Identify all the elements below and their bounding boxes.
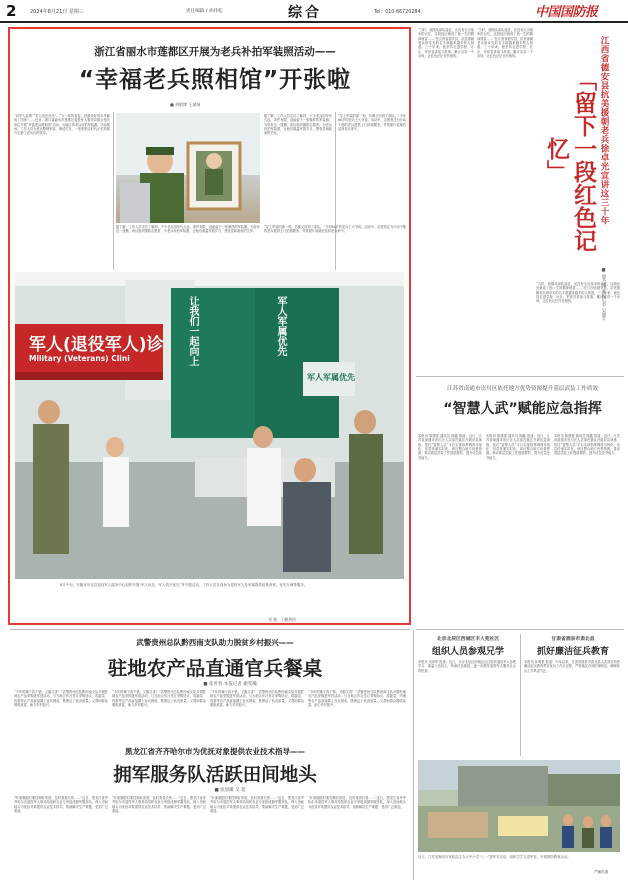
- br-photo-credit: 严鹏供图: [594, 870, 609, 874]
- students-barracks-photo: [418, 760, 620, 852]
- issue-date: 2024年8月21日 星期三: [30, 9, 84, 15]
- side-body-col-1: “当时，他刚从部队退伍，还没有走出战争的记忆，这段经历就成了他一生的精神财富……”在江西省德安县，抗美援朝老兵徐卓光的名字被越来越多的人知道。三十年来，他坚持走进学校、社区、军营宣讲战斗故事，累计宣讲一千余场，让红色记忆代代相传。: [418, 28, 474, 59]
- veterans-clinic-photo: [15, 272, 404, 579]
- barracks-scene-illustration: [418, 760, 620, 852]
- ai-kicker: 江苏省南通市崇川区依托地方优势资源提升基层武装工作质效: [446, 386, 599, 392]
- lead-photo-credit: 刘 骏、丁鹏供图: [268, 617, 296, 622]
- service-byline: ■ 张晨曦 吴 超: [214, 788, 246, 793]
- service-body-col-2: “叶面施肥时要控制好浓度，及时查看长势……”近日，黑龙江省齐齐哈尔市退役军人事务局组织农业专家组成拥军服务队，深入田间地头为优抚对象提供农业技术指导，帮助解决生产难题，受到广泛欢迎。: [112, 796, 206, 814]
- farm-body-col-2: “今年的辣子真不错，又脆又香！”武警贵州总队黔西南支队开展驻地农产品采购进军营活动，与当地合作社签订采购协议，将蔬菜、肉蛋等农产品直接端上官兵餐桌，既保证了伙食质量，又帮助群众增收致富，助力乡村振兴。: [112, 690, 206, 708]
- column-rule: [413, 630, 414, 880]
- column-rule: [113, 112, 114, 270]
- page-number: 2: [6, 2, 17, 20]
- lead-body-col-2: 据了解，工作人员走访了解到，不少老兵因年代久远、条件有限，没能留下一张像样的军装照。为弥补这一遗憾，该区组织摄影志愿者，为老兵补拍军装照，让他们重温军旅岁月，感受党和政府的关怀。: [264, 114, 332, 136]
- service-headline: 拥军服务队活跃田间地头: [113, 765, 317, 786]
- section-rule: [416, 629, 624, 630]
- service-body-col-3: “叶面施肥时要控制好浓度，及时查看长势……”近日，黑龙江省齐齐哈尔市退役军人事务局组织农业专家组成拥军服务队，深入田间地头为优抚对象提供农业技术指导，帮助解决生产难题，受到广泛欢迎。: [210, 796, 304, 814]
- editorial-phone: Tel：010-66720284: [374, 10, 421, 15]
- side-body-col-3: “当时，他刚从部队退伍，还没有走出战争的记忆，这段经历就成了他一生的精神财富……”在江西省德安县，抗美援朝老兵徐卓光的名字被越来越多的人知道。三十年来，他坚持走进学校、社区、军营宣讲战斗故事，累计宣讲一千余场，让红色记忆代代相传。: [536, 282, 620, 304]
- lead-photo-caption: 8月中旬，安徽省东至县退役军人服务中心组织开展“军人优先、军人依法优先”等专题活动，工作人员在现场为退役军人及军属提供政策咨询、优先办理等服务。: [60, 583, 308, 587]
- responsible-editor: 责任编辑 / 孙炜松: [186, 9, 223, 14]
- farm-body-col-4: “今年的辣子真不错，又脆又香！”武警贵州总队黔西南支队开展驻地农产品采购进军营活动，与当地合作社签订采购协议，将蔬菜、肉蛋等农产品直接端上官兵餐桌，既保证了伙食质量，又帮助群众增收致富，助力乡村振兴。: [308, 690, 406, 708]
- farm-body-col-3: “今年的辣子真不错，又脆又香！”武警贵州总队黔西南支队开展驻地农产品采购进军营活动，与当地合作社签订采购协议，将蔬菜、肉蛋等农产品直接端上官兵餐桌，既保证了伙食质量，又帮助群众增收致富，助力乡村振兴。: [210, 690, 304, 708]
- brief1-kicker: 北京北辰区西城区丰人苑社区: [436, 637, 500, 642]
- clinic-sign-cn: 军人(退役军人)诊: [29, 335, 164, 355]
- farm-body-col-1: “今年的辣子真不错，又脆又香！”武警贵州总队黔西南支队开展驻地农产品采购进军营活动，与当地合作社签订采购协议，将蔬菜、肉蛋等农产品直接端上官兵餐桌，既保证了伙食质量，又帮助群众增收致富，助力乡村振兴。: [14, 690, 108, 708]
- clinic-sign-en: Military (Veterans) Clini: [29, 354, 130, 363]
- farm-kicker: 武警贵州总队黔西南支队助力脱贫乡村振兴——: [136, 638, 294, 647]
- side-body-col-2: “当时，他刚从部队退伍，还没有走出战争的记忆，这段经历就成了他一生的精神财富……”在江西省德安县，抗美援朝老兵徐卓光的名字被越来越多的人知道。三十年来，他坚持走进学校、社区、军营宣讲战斗故事，累计宣讲一千余场，让红色记忆代代相传。: [477, 28, 533, 59]
- section-name: 综合: [288, 5, 322, 21]
- service-kicker: 黑龙江省齐齐哈尔市为优抚对象提供农业技术指导——: [125, 747, 305, 756]
- brief2-headline: 抓好廉洁征兵教育: [536, 647, 609, 657]
- newspaper-logo: 中国国防报: [535, 5, 598, 20]
- side-byline: ■ 郭乃博 本报记者 吴黎宇: [601, 268, 606, 322]
- section-rule: [416, 376, 624, 377]
- lead-byline: ■ 胡敬博 王斌扬: [170, 102, 201, 107]
- brief1-body: 本报讯 吴泽军 报道：近日，北京北辰区西城区社区组织退役军人参观学习，重温入伍初心，传承红色基因，进一步激发退役军人服务社会的热情。: [418, 660, 516, 673]
- farm-headline: 驻地农产品直通官兵餐桌: [107, 657, 323, 680]
- ai-body-col-1: 本报讯 陈建强 通讯员 顾鑫 报道：近日，江苏省南通市崇川区人武部在辖区开展应急演练，依托“智慧人武”平台实现指挥调度可视化、信息传递实时化。该区整合地方优势资源，推动基层武装工作提质增效，提升应急处突能力。: [418, 434, 482, 460]
- lead-headline: “幸福老兵照相馆”开张啦: [78, 67, 352, 93]
- lead-body-col-3b: “穿上军装的那一刻，仿佛又回到了部队。”今年86岁的老兵王大爷说。活动中，志愿者还为行动不便的老兵提供上门拍照服务，并将照片装裱后送到老兵家中。: [264, 225, 406, 234]
- ai-body-col-2: 本报讯 陈建强 通讯员 顾鑫 报道：近日，江苏省南通市崇川区人武部在辖区开展应急演练，依托“智慧人武”平台实现指挥调度可视化、信息传递实时化。该区整合地方优势资源，推动基层武装工作提质增效，提升应急处突能力。: [486, 434, 550, 460]
- br-photo-caption: 近日，江苏省海安市民政局主办大中小学“八一”建军节活动，组织学生走进军营，开展国防教育活动。: [418, 855, 571, 859]
- side-headline: 「留下一段红色记忆」: [543, 68, 596, 252]
- ai-headline: “智慧人武”赋能应急指挥: [443, 401, 602, 417]
- brief1-headline: 组织人员参观兄学: [431, 647, 504, 657]
- lead-kicker: 浙江省丽水市莲都区开展为老兵补拍军装照活动——: [94, 46, 336, 58]
- clinic-banner-right: 军人军属优先: [275, 296, 286, 356]
- brief2-body: 本报讯 孙明星 报道：今年以来，甘肃省酒泉市肃北县人武部坚持把廉洁征兵教育贯穿征兵工作全过程，严格落实各项纪律规定，确保征兵工作风清气正。: [524, 660, 620, 673]
- lead-body-col-2b: 据了解，工作人员走访了解到，不少老兵因年代久远、条件有限，没能留下一张像样的军装照。为弥补这一遗憾，该区组织摄影志愿者，为老兵补拍军装照，让他们重温军旅岁月，感受党和政府的关怀。: [116, 225, 260, 234]
- clinic-scene-illustration: [15, 272, 404, 579]
- brief2-kicker: 甘肃省酒泉市肃北县: [551, 637, 595, 642]
- clinic-banner-left: 让我们一起向上: [187, 296, 198, 366]
- priority-sign: 军人军属优先: [307, 373, 355, 382]
- side-kicker: 江西省德安县抗美援朝老兵徐卓光宣讲这三十年: [599, 36, 609, 225]
- column-rule: [520, 634, 521, 756]
- lead-body-col-3: “穿上军装的那一刻，仿佛又回到了部队。”今年86岁的老兵王大爷说。活动中，志愿者还为行动不便的老兵提供上门拍照服务，并将照片装裱后送到老兵家中。: [338, 114, 406, 132]
- section-rule: [10, 629, 410, 630]
- service-body-col-4: “叶面施肥时要控制好浓度，及时查看长势……”近日，黑龙江省齐齐哈尔市退役军人事务局组织农业专家组成拥军服务队，深入田间地头为优抚对象提供农业技术指导，帮助解决生产难题，受到广泛欢迎。: [308, 796, 406, 809]
- lead-body-col-1: “向军人致敬”“军人依法优先”…“火一样的青春，把最美好的年华献给了国家”……近日，浙江省丽水市莲都区退役军人事务局联合相关单位开展“幸福老兵照相馆”活动，为辖区内老兵补拍军装照。活动现场，工作人员为老兵整理军装、调试灯光，一张张饱含时代记忆的照片定格了老兵们的笑容。: [14, 114, 110, 136]
- ai-body-col-3: 本报讯 陈建强 通讯员 顾鑫 报道：近日，江苏省南通市崇川区人武部在辖区开展应急演练，依托“智慧人武”平台实现指挥调度可视化、信息传递实时化。该区整合地方优势资源，推动基层武装工作提质增效，提升应急处突能力。: [554, 434, 620, 456]
- veteran-portrait-photo: [116, 113, 260, 223]
- veteran-portrait-illustration: [116, 113, 260, 223]
- service-body-col-1: “叶面施肥时要控制好浓度，及时查看长势……”近日，黑龙江省齐齐哈尔市退役军人事务局组织农业专家组成拥军服务队，深入田间地头为优抚对象提供农业技术指导，帮助解决生产难题，受到广泛欢迎。: [14, 796, 108, 814]
- masthead-rule: [0, 21, 628, 23]
- farm-byline: ■ 张善普 本报记者 谢雯瀚: [203, 682, 257, 687]
